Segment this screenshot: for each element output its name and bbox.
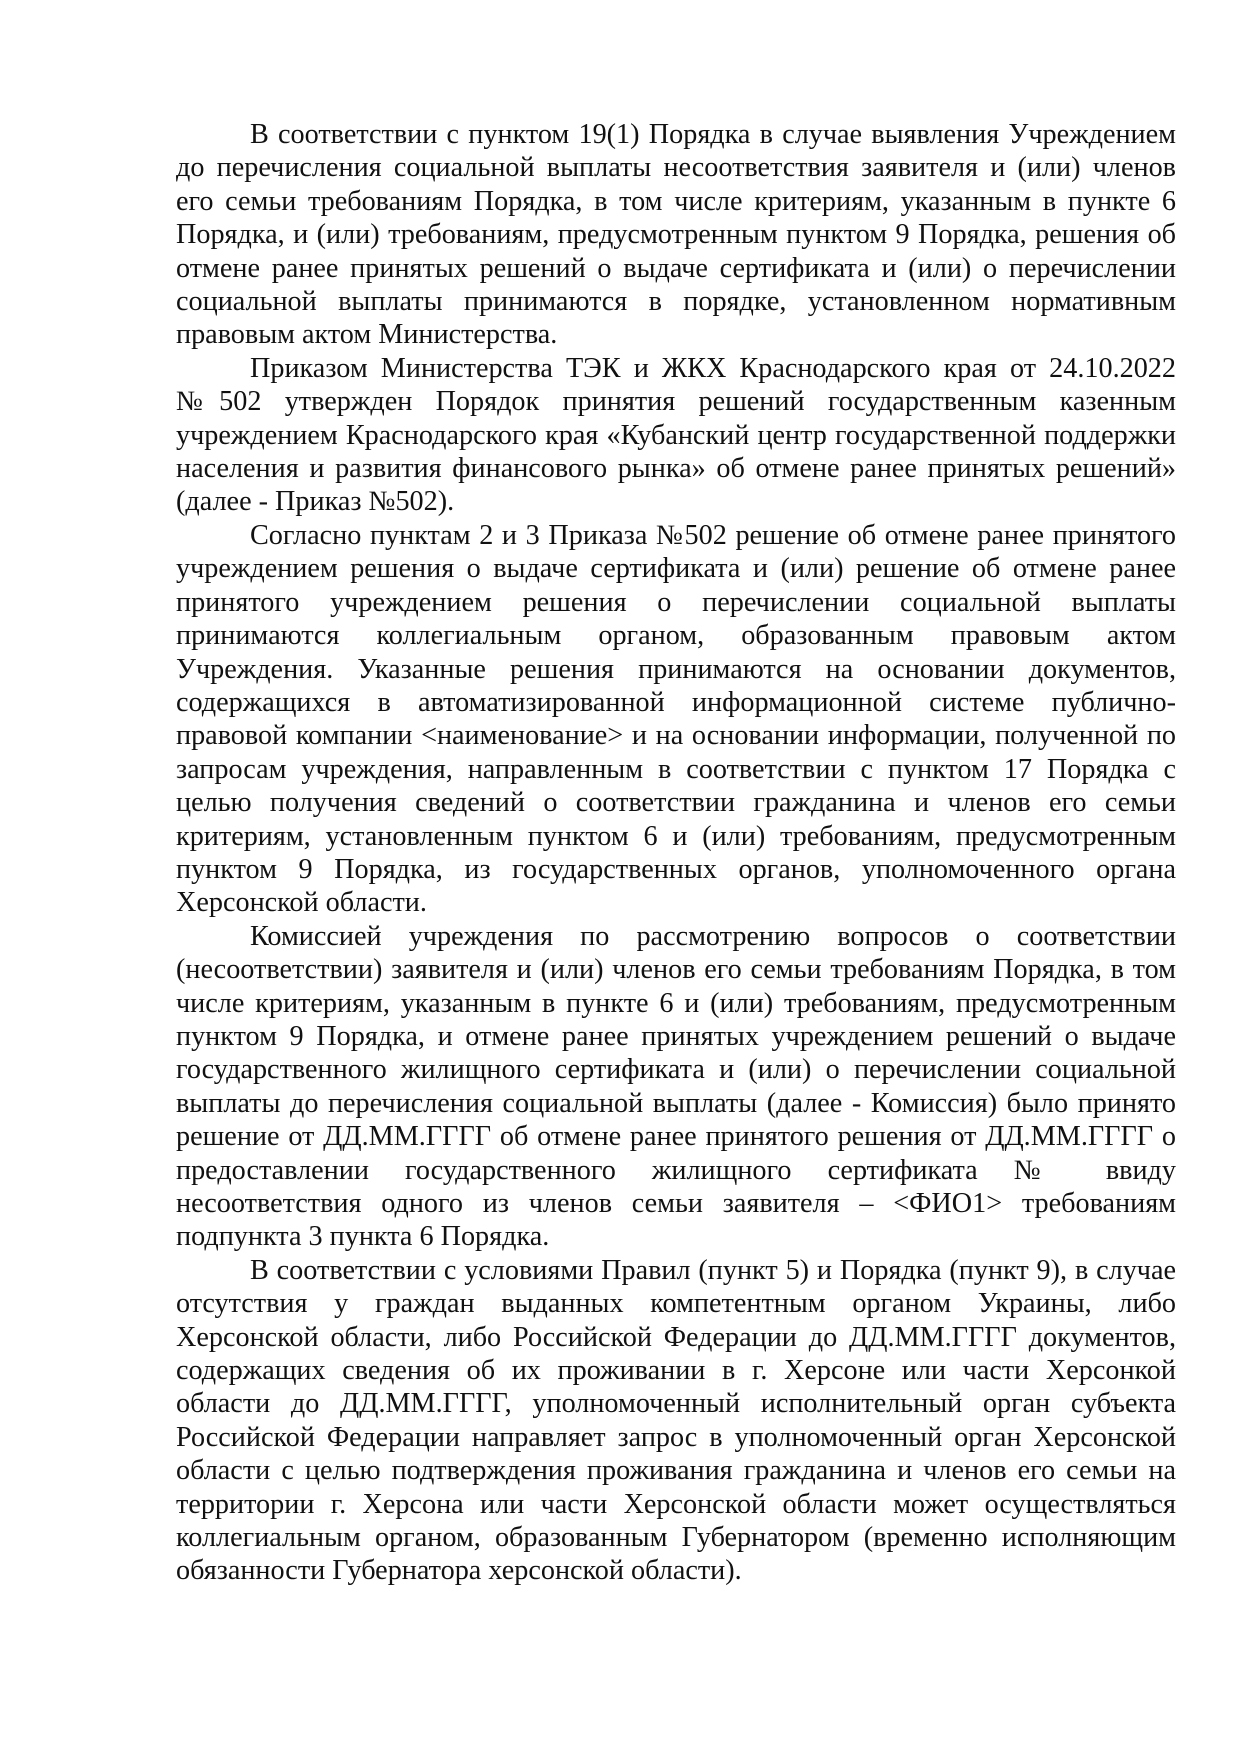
paragraph-2: Приказом Министерства ТЭК и ЖКХ Краснодарского края от 24.10.2022 №502 утвержден Порядок принятия решений государственным казенным учреждением Краснодарского края «Кубанский центр государственной поддержки населения и развития финансового рынка» об отмене ранее принятых решений» (далее - Приказ №502). <box>176 352 1176 518</box>
paragraph-5: В соответствии с условиями Правил (пункт 5) и Порядка (пункт 9), в случае отсутствия у граждан выданных компетентным органом Украины, либо Херсонской области, либо Российской Федерации до ДД.ММ.ГГГГ документов, содержащих сведения об их проживании в г. Херсоне или части Херсонкой области до ДД.ММ.ГГГГ, уполномоченный исполнительный орган субъекта Российской Федерации направляет запрос в уполномоченный орган Херсонской области с целью подтверждения проживания гражданина и членов его семьи на территории г. Херсона или части Херсонской области может осуществляться коллегиальным органом, образованным Губернатором (временно исполняющим обязанности Губернатора херсонской области). <box>176 1254 1176 1587</box>
paragraph-3: Согласно пунктам 2 и 3 Приказа №502 решение об отмене ранее принятого учреждением решения о выдаче сертификата и (или) решение об отмене ранее принятого учреждением решения о перечислении социальной выплаты принимаются коллегиальным органом, образованным правовым актом Учреждения. Указанные решения принимаются на основании документов, содержащихся в автоматизированной информационной системе публично-правовой компании <наименование> и на основании информации, полученной по запросам учреждения, направленным в соответствии с пунктом 17 Порядка с целью получения сведений о соответствии гражданина и членов его семьи критериям, установленным пунктом 6 и (или) требованиям, предусмотренным пунктом 9 Порядка, из государственных органов, уполномоченного органа Херсонской области. <box>176 519 1176 919</box>
paragraph-4: Комиссией учреждения по рассмотрению вопросов о соответствии (несоответствии) заявителя и (или) членов его семьи требованиям Порядка, в том числе критериям, указанным в пункте 6 и (или) требованиям, предусмотренным пунктом 9 Порядка, и отмене ранее принятых учреждением решений о выдаче государственного жилищного сертификата и (или) о перечислении социальной выплаты до перечисления социальной выплаты (далее - Комиссия) было принято решение от ДД.ММ.ГГГГ об отмене ранее принятого решения от ДД.ММ.ГГГГ о предоставлении государственного жилищного сертификата № ввиду несоответствия одного из членов семьи заявителя – <ФИО1> требованиям подпункта 3 пункта 6 Порядка. <box>176 920 1176 1253</box>
document-body <box>176 118 1176 1588</box>
paragraph-1: В соответствии с пунктом 19(1) Порядка в случае выявления Учреждением до перечисления социальной выплаты несоответствия заявителя и (или) членов его семьи требованиям Порядка, в том числе критериям, указанным в пункте 6 Порядка, и (или) требованиям, предусмотренным пунктом 9 Порядка, решения об отмене ранее принятых решений о выдаче сертификата и (или) о перечислении социальной выплаты принимаются в порядке, установленном нормативным правовым актом Министерства. <box>176 119 1176 351</box>
